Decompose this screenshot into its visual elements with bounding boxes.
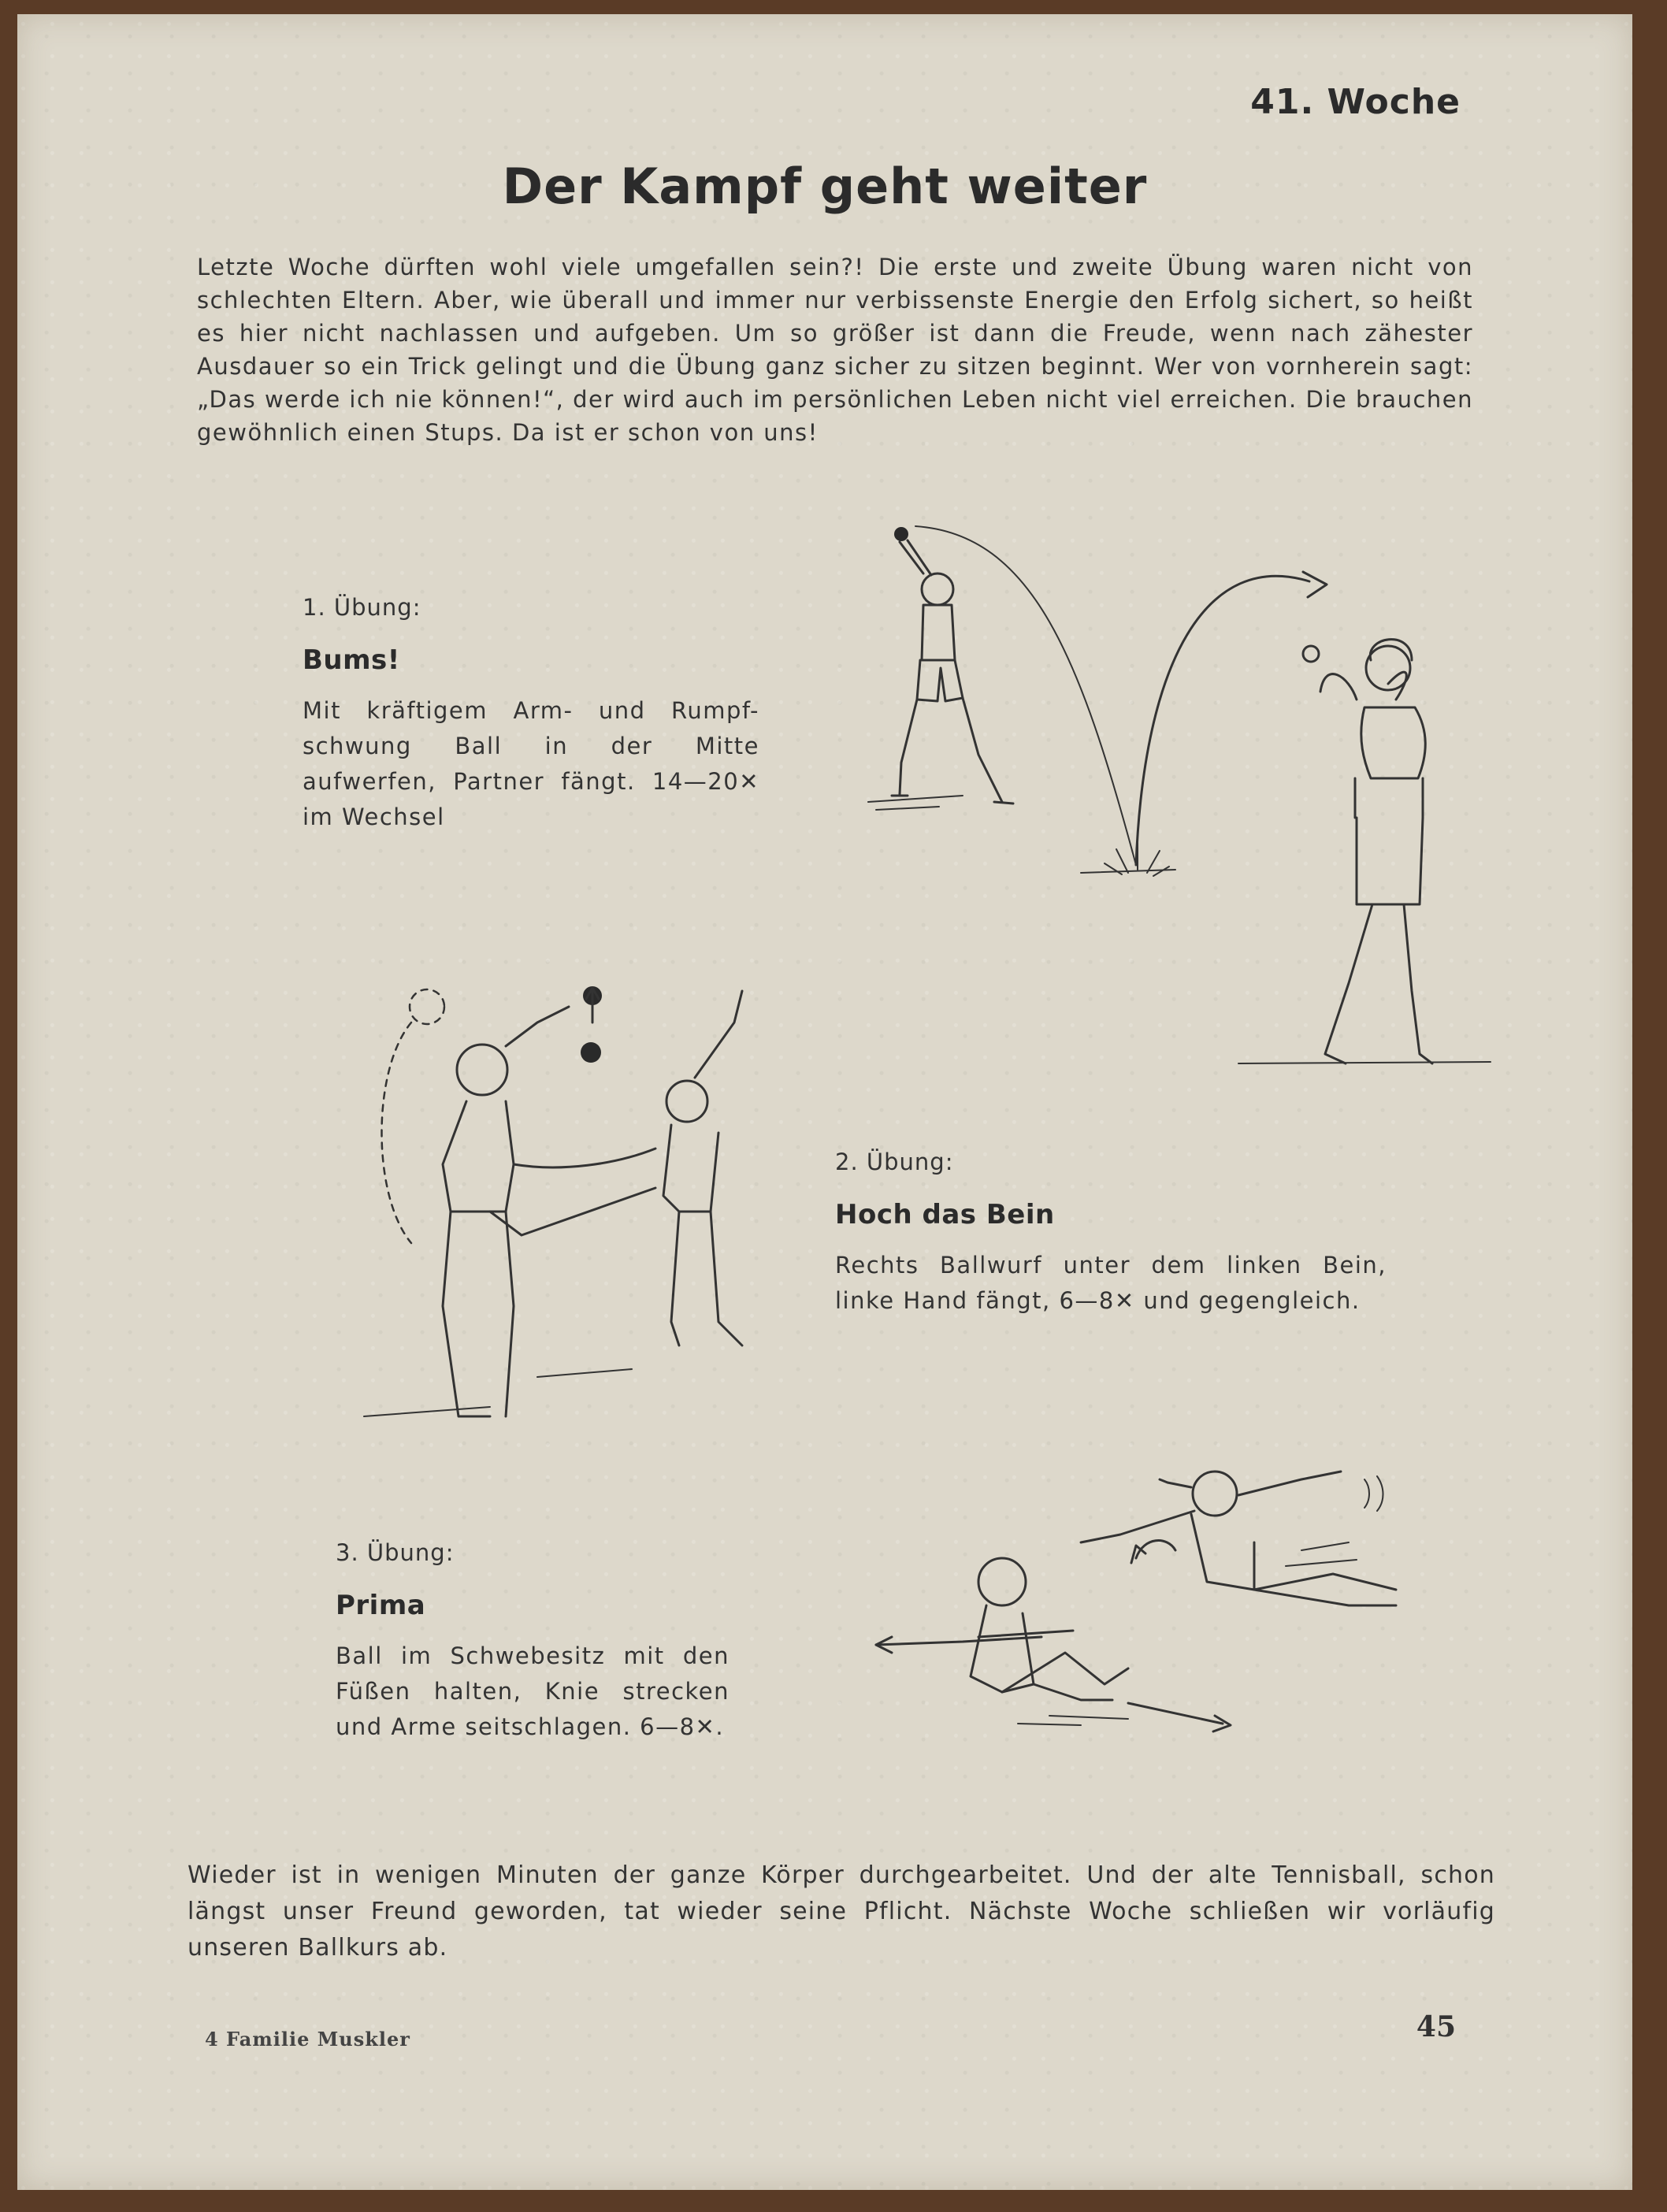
outro-paragraph: Wieder ist in wenigen Minuten der ganze Körper durchgearbeitet. Und der alte Tennisball, schon längst unser Freund geworden, tat wieder seine Pflicht. Nächste Woche schließen wir vorläufig unseren Ballkurs ab. (187, 1861, 1495, 1961)
page-title: Der Kampf geht weiter (502, 158, 1148, 215)
intro-paragraph: Letzte Woche dürften wohl viele umgefallen sein?! Die erste und zweite Übung waren nicht von schlechten Eltern. Aber, wie überall und immer nur verbissenste Energie den Erfolg sichert, so heißt es hier nicht nachlassen und aufgeben. Um so größer ist dann die Freude, wenn nach zähester Ausdauer so ein Trick gelingt und die Übung ganz sicher zu sitzen beginnt. Wer von vornherein sagt: „Das werde ich nie können!“, der wird auch im persönlichen Leben nicht viel erreichen. Die brauchen gewöhnlich einen Stups. Da ist er schon von uns! (197, 254, 1473, 446)
week-label: 41. Woche (1250, 82, 1461, 122)
exercise-2-description: Rechts Ballwurf unter dem linken Bein, linke Hand fängt, 6—8✕ und gegengleich. (835, 1252, 1387, 1314)
book-page (17, 14, 1632, 2190)
printer-signature: 4 Familie Muskler (205, 2028, 410, 2051)
exercise-3-number: 3. Übung: (336, 1539, 455, 1566)
illustration-leg-throw (348, 975, 789, 1464)
exercise-1-name: Bums! (303, 644, 400, 676)
exercise-2-number: 2. Übung: (835, 1149, 954, 1175)
exercise-2-name: Hoch das Bein (835, 1199, 1055, 1230)
exercise-3-name: Prima (336, 1590, 426, 1621)
exercise-3-description: Ball im Schwebesitz mit den Füßen halten, Knie strecken und Arme seitschlagen. 6—8✕. (336, 1642, 730, 1740)
illustration-ball-bounce (845, 503, 1506, 1086)
page-number: 45 (1416, 2010, 1456, 2043)
exercise-1 (303, 594, 759, 835)
exercise-1-description: Mit kräftigem Arm- und Rumpf-schwung Ball in der Mitte aufwerfen, Partner fängt. 14—20✕ im Wechsel (303, 697, 759, 830)
exercise-3 (336, 1539, 730, 1745)
illustration-sitting (845, 1448, 1459, 1810)
exercise-2 (835, 1149, 1387, 1319)
exercise-1-number: 1. Übung: (303, 594, 421, 621)
